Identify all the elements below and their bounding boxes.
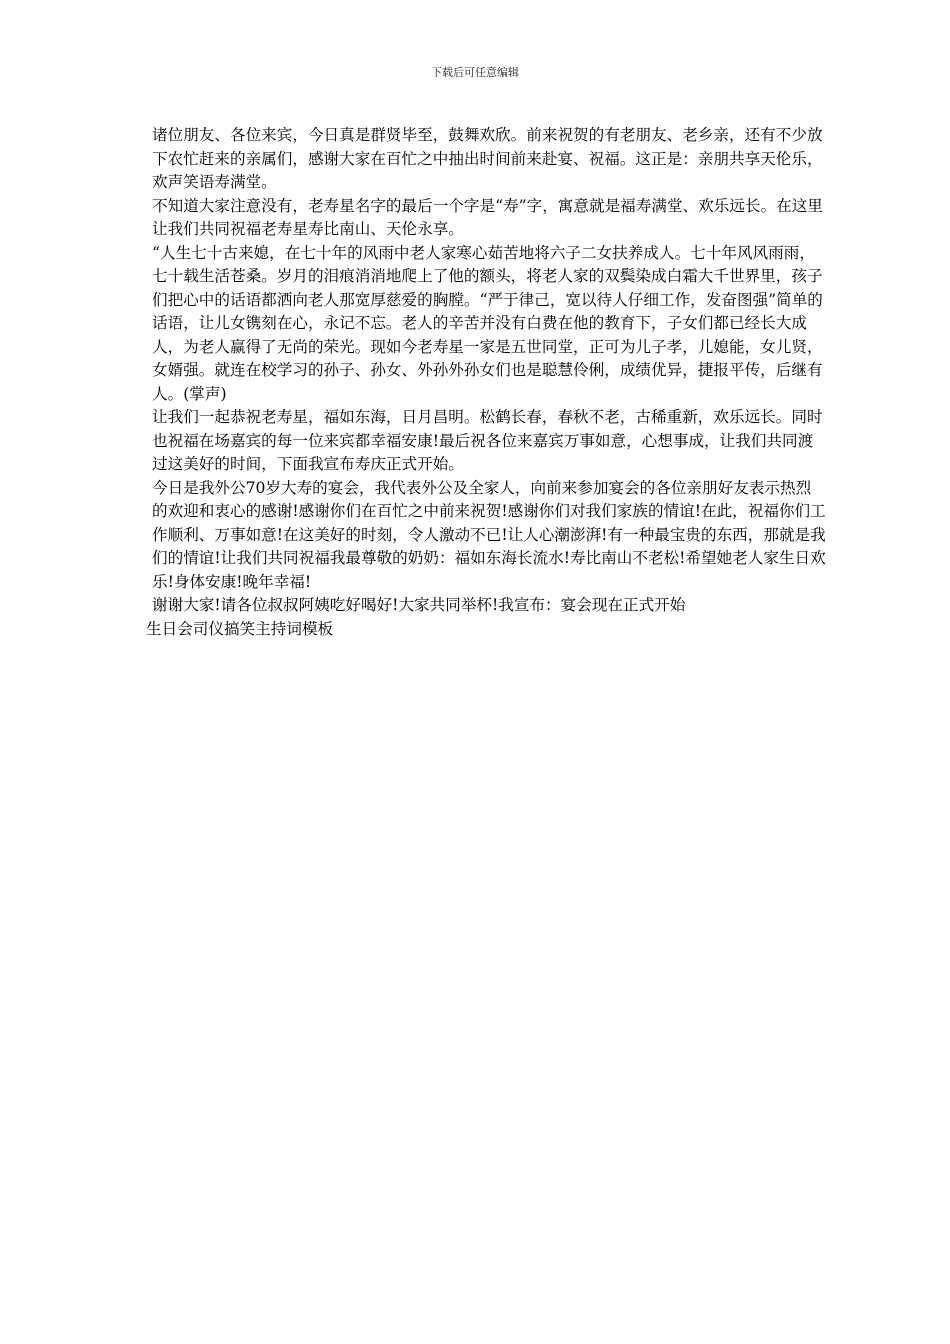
- paragraph-name-meaning: 不知道大家注意没有，老寿星名字的最后一个字是“寿”字，寓意就是福寿满堂、欢乐远长。在这里让我们共同祝福老寿星寿比南山、天伦永享。: [152, 196, 823, 238]
- page-header-note: 下载后可任意编辑: [431, 66, 519, 79]
- paragraph-thanks: 谢谢大家!请各位叔叔阿姨吃好喝好!大家共同举杯!我宣布：宴会现在正式开始: [152, 596, 686, 614]
- paragraph-blessing: 让我们一起恭祝老寿星，福如东海，日月昌明。松鹤长春，春秋不老，古稀重新，欢乐远长。同时也祝福在场嘉宾的每一位来宾都幸福安康!最后祝各位来嘉宾万事如意，心想事成，让我们共同渡过这美好的时间，下面我宣布寿庆正式开始。: [152, 408, 823, 473]
- paragraph-grandfather-banquet: 今日是我外公70岁大寿的宴会，我代表外公及全家人，向前来参加宴会的各位亲朋好友表示热烈的欢迎和衷心的感谢!感谢你们在百忙之中前来祝贺!感谢你们对我们家族的情谊!在此，祝福你们工作顺利、万事如意!在这美好的时刻，令人激动不已!让人心潮澎湃!有一种最宝贵的东西，那就是我们的情谊!让我们共同祝福我最尊敬的奶奶：福如东海长流水!寿比南山不老松!希望她老人家生日欢乐!身体安康!晚年幸福!: [152, 478, 826, 591]
- paragraph-welcome: 诸位朋友、各位来宾，今日真是群贤毕至，鼓舞欢欣。前来祝贺的有老朋友、老乡亲，还有不少放下农忙赶来的亲属们，感谢大家在百忙之中抽出时间前来赴宴、祝福。这正是：亲朋共享天伦乐，欢声笑语寿满堂。: [152, 126, 823, 191]
- paragraph-life-story: “人生七十古来媳，在七十年的风雨中老人家寒心茹苦地将六子二女扶养成人。七十年风风雨雨，七十载生活苍桑。岁月的泪痕消消地爬上了他的额头，将老人家的双鬓染成白霜大千世界里，孩子们把心中的话语都洒向老人那宽厚慈爱的胸膛。“严于律己，宽以待人仔细工作，发奋图强”简单的话语，让儿女镌刻在心，永记不忘。老人的辛苦并没有白费在他的教育下，子女们都已经长大成人，为老人赢得了无尚的荣光。现如今老寿星一家是五世同堂，正可为儿子孝，儿媳能，女儿贤，女婿强。就连在校学习的孙子、孙女、外孙外孙女们也是聪慧伶俐，成绩优异，捷报平传，后继有人。(掌声): [152, 243, 823, 403]
- document-body: [146, 124, 826, 641]
- paragraph-template-title: 生日会司仪搞笑主持词模板: [146, 619, 334, 638]
